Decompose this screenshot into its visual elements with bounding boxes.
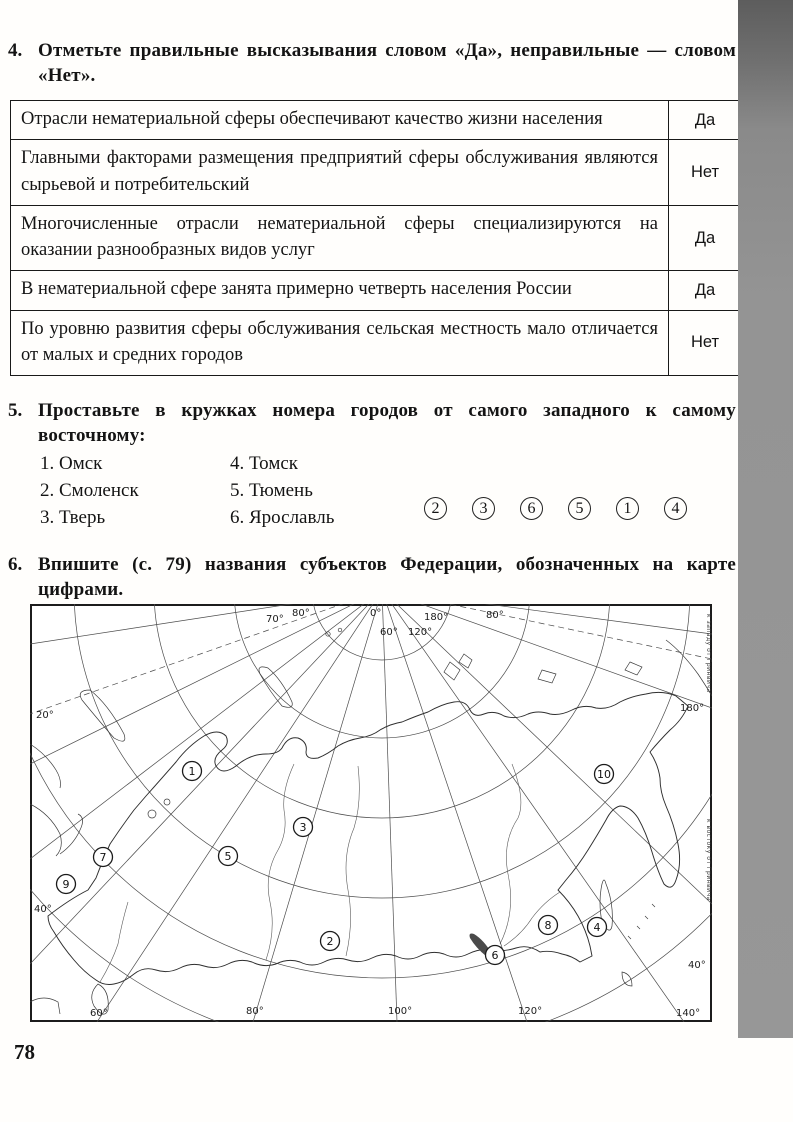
answer-circle: 5: [568, 497, 591, 520]
russia-map: [30, 604, 712, 1022]
svg-text:120°: 120°: [408, 627, 433, 638]
list-item: 2. Смоленск: [40, 480, 139, 501]
statement-text: Многочисленные отрасли нематериальной сферы специализируются на оказании разнообразных видов услуг: [11, 205, 669, 271]
task5-number: 5.: [8, 400, 23, 421]
statement-answer: Да: [669, 101, 742, 140]
task4-heading: [8, 38, 736, 88]
svg-text:4: 4: [593, 920, 601, 934]
svg-text:8: 8: [544, 918, 552, 932]
russia-map-svg: [30, 604, 712, 1022]
answer-circle: 4: [664, 497, 687, 520]
svg-text:70°: 70°: [266, 614, 284, 625]
statement-answer: Нет: [669, 310, 742, 376]
statements-table: [10, 100, 742, 376]
svg-text:9: 9: [62, 877, 70, 891]
list-item: 6. Ярославль: [230, 507, 335, 528]
svg-text:40°: 40°: [688, 960, 706, 971]
svg-text:10: 10: [597, 767, 611, 781]
svg-text:180°: 180°: [424, 612, 449, 623]
statement-text: Отрасли нематериальной сферы обеспечивают качество жизни населения: [11, 101, 669, 140]
svg-text:60°: 60°: [90, 1008, 108, 1019]
map-marker-3: [294, 818, 313, 837]
svg-text:0°: 0°: [370, 608, 382, 619]
svg-text:20°: 20°: [36, 710, 54, 721]
answer-circle: 2: [424, 497, 447, 520]
table-row: [11, 271, 742, 310]
map-marker-6: [486, 946, 505, 965]
statement-answer: Нет: [669, 140, 742, 206]
svg-text:80°: 80°: [486, 610, 504, 621]
svg-text:3: 3: [299, 820, 307, 834]
svg-text:к западу от Гринвича: к западу от Гринвича: [705, 614, 712, 693]
answer-circles: [424, 497, 687, 520]
city-list: [40, 451, 420, 532]
task6-heading: [8, 552, 736, 602]
list-item: 1. Омск: [40, 453, 103, 474]
map-marker-2: [321, 932, 340, 951]
task5-title: Проставьте в кружках номера городов от самого западного к самому восточному:: [38, 400, 736, 447]
svg-text:100°: 100°: [388, 1006, 413, 1017]
task5-heading: [8, 398, 736, 448]
map-marker-10: [595, 765, 614, 784]
table-row: [11, 310, 742, 376]
task6-number: 6.: [8, 554, 23, 575]
table-row: [11, 205, 742, 271]
svg-text:80°: 80°: [292, 608, 310, 619]
statement-text: В нематериальной сфере занята примерно четверть населения России: [11, 271, 669, 310]
map-marker-7: [94, 848, 113, 867]
map-marker-5: [219, 847, 238, 866]
map-marker-1: [183, 762, 202, 781]
svg-text:5: 5: [224, 849, 232, 863]
task6-title: Впишите (с. 79) названия субъектов Федерации, обозначенных на карте цифрами.: [38, 554, 736, 601]
svg-text:60°: 60°: [380, 627, 398, 638]
svg-text:к востоку от Гринвича: к востоку от Гринвича: [705, 819, 712, 901]
answer-circle: 1: [616, 497, 639, 520]
svg-text:80°: 80°: [246, 1006, 264, 1017]
svg-text:6: 6: [491, 948, 499, 962]
list-item: 4. Томск: [230, 453, 299, 474]
table-row: [11, 101, 742, 140]
map-marker-8: [539, 916, 558, 935]
page-number: 78: [14, 1040, 35, 1064]
map-marker-9: [57, 875, 76, 894]
svg-text:120°: 120°: [518, 1006, 543, 1017]
svg-text:1: 1: [188, 764, 196, 778]
task4-title: Отметьте правильные высказывания словом «Да», неправильные — словом «Нет».: [38, 40, 736, 87]
svg-text:180°: 180°: [680, 703, 705, 714]
map-marker-4: [588, 918, 607, 937]
answer-circle: 3: [472, 497, 495, 520]
answer-circle: 6: [520, 497, 543, 520]
statement-text: По уровню развития сферы обслуживания сельская местность мало отличается от малых и средних городов: [11, 310, 669, 376]
scan-edge-artifact: [738, 0, 793, 1038]
svg-text:140°: 140°: [676, 1008, 701, 1019]
svg-text:2: 2: [326, 934, 334, 948]
statement-answer: Да: [669, 205, 742, 271]
list-item: 3. Тверь: [40, 507, 106, 528]
svg-text:7: 7: [99, 850, 107, 864]
statement-answer: Да: [669, 271, 742, 310]
statement-text: Главными факторами размещения предприятий сферы обслуживания являются сырьевой и потребительский: [11, 140, 669, 206]
table-row: [11, 140, 742, 206]
task4-number: 4.: [8, 40, 23, 61]
list-item: 5. Тюмень: [230, 480, 313, 501]
svg-text:40°: 40°: [34, 904, 52, 915]
